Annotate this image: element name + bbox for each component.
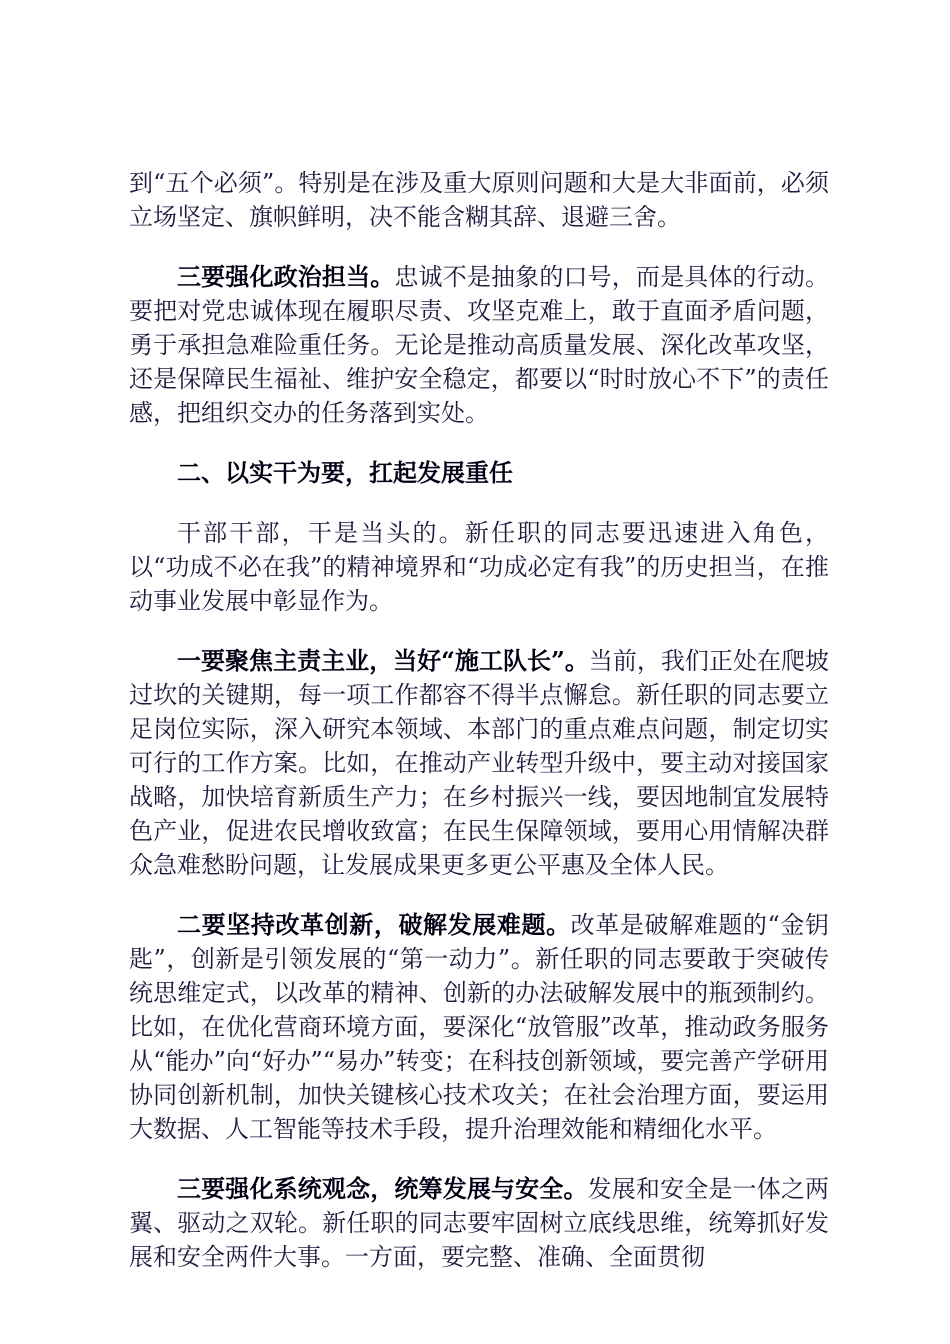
paragraph-text: 干部干部，干是当头的。新任职的同志要迅速进入角色，以“功成不必在我”的精神境界和“功成必定有我”的历史担当，在推动事业发展中彰显作为。 xyxy=(129,519,829,615)
paragraph-political-responsibility xyxy=(129,260,829,430)
paragraph-intro xyxy=(129,516,829,618)
document-page xyxy=(129,166,829,1300)
paragraph-lead: 二要坚持改革创新，破解发展难题。 xyxy=(177,910,571,939)
paragraph-development-security xyxy=(129,1172,829,1274)
paragraph-lead: 三要强化系统观念，统筹发展与安全。 xyxy=(177,1174,588,1203)
paragraph-reform-innovation xyxy=(129,908,829,1146)
paragraph-main-duty xyxy=(129,644,829,882)
paragraph-continuation xyxy=(129,166,829,234)
section-heading: 二、以实干为要，扛起发展重任 xyxy=(177,458,513,487)
paragraph-text: 改革是破解难题的“金钥匙”，创新是引领发展的“第一动力”。新任职的同志要敢于突破传统思维定式，以改革的精神、创新的办法破解发展中的瓶颈制约。比如，在优化营商环境方面，要深化“放管服”改革，推动政务服务从“能办”向“好办”“易办”转变；在科技创新领域，要完善产学研用协同创新机制，加快关键核心技术攻关；在社会治理方面，要运用大数据、人工智能等技术手段，提升治理效能和精细化水平。 xyxy=(129,911,829,1143)
paragraph-text: 到“五个必须”。特别是在涉及重大原则问题和大是大非面前，必须立场坚定、旗帜鲜明，决不能含糊其辞、退避三舍。 xyxy=(129,169,829,231)
paragraph-text: 当前，我们正处在爬坡过坎的关键期，每一项工作都容不得半点懈怠。新任职的同志要立足岗位实际，深入研究本领域、本部门的重点难点问题，制定切实可行的工作方案。比如，在推动产业转型升级中，要主动对接国家战略，加快培育新质生产力；在乡村振兴一线，要因地制宜发展特色产业，促进农民增收致富；在民生保障领域，要用心用情解决群众急难愁盼问题，让发展成果更多更公平惠及全体人民。 xyxy=(129,647,830,879)
paragraph-text: 发展和安全是一体之两翼、驱动之双轮。新任职的同志要牢固树立底线思维，统筹抓好发展和安全两件大事。一方面，要完整、准确、全面贯彻 xyxy=(129,1175,830,1271)
paragraph-lead: 一要聚焦主责主业，当好“施工队长”。 xyxy=(177,646,589,675)
paragraph-lead: 三要强化政治担当。 xyxy=(177,262,395,291)
paragraph-text: 忠诚不是抽象的口号，而是具体的行动。要把对党忠诚体现在履职尽责、攻坚克难上，敢于直面矛盾问题，勇于承担急难险重任务。无论是推动高质量发展、深化改革攻坚，还是保障民生福祉、维护安全稳定，都要以“时时放心不下”的责任感，把组织交办的任务落到实处。 xyxy=(129,263,830,427)
